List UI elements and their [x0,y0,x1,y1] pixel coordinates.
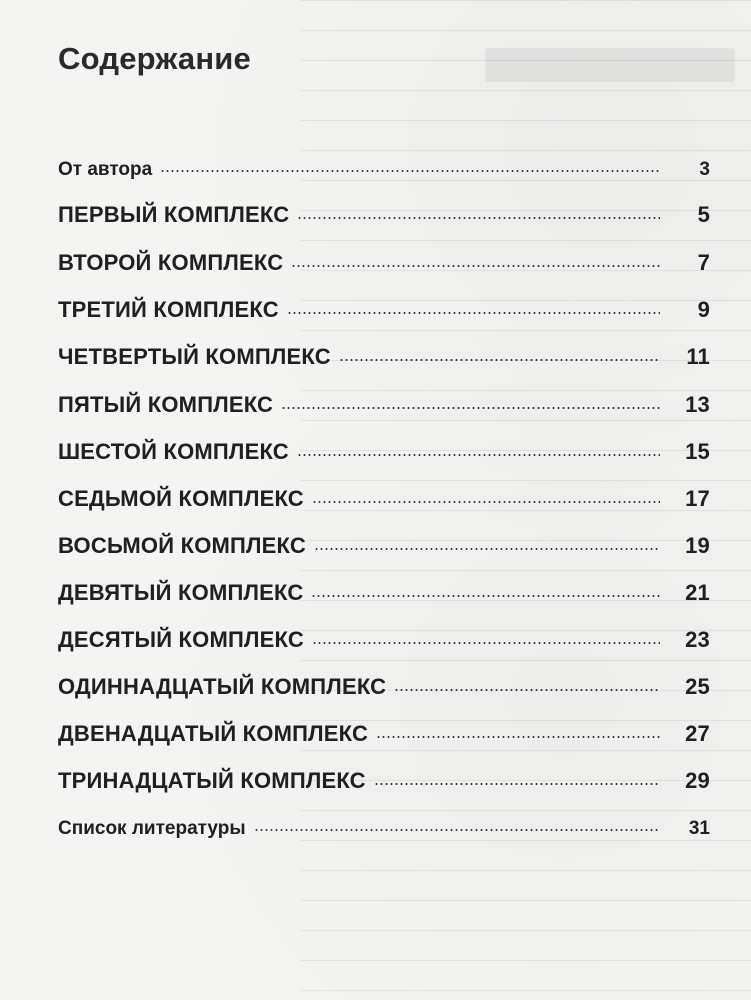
page-title: Содержание [58,41,251,76]
dot-leader [160,167,660,175]
toc-entry-label: ДЕВЯТЫЙ КОМПЛЕКС [58,580,304,605]
toc-entry-page: 27 [685,721,710,746]
page-bleed-through-heading [485,48,735,82]
toc-entry-sixth-complex [58,429,710,463]
toc-entry-page: 13 [685,392,710,417]
toc-entry-label: ТРИНАДЦАТЫЙ КОМПЛЕКС [58,768,366,793]
toc-entry-fourth-complex [58,334,710,368]
toc-entry-page: 7 [697,250,710,275]
toc-entry-page: 21 [685,580,710,605]
toc-entry-label: ДЕСЯТЫЙ КОМПЛЕКС [58,627,304,652]
toc-entry-label: ВТОРОЙ КОМПЛЕКС [58,250,284,275]
toc-entry-third-complex [58,287,710,321]
dot-leader [311,592,660,600]
dot-leader [312,498,660,506]
toc-entry-page: 25 [685,674,710,699]
toc-entry-page: 19 [685,533,710,558]
dot-leader [297,451,660,459]
toc-entry-label: ТРЕТИЙ КОМПЛЕКС [58,297,279,322]
dot-leader [394,686,660,694]
toc-entry-page: 3 [699,159,710,180]
toc-entry-seventh-complex [58,476,710,510]
toc-entry-eleventh-complex [58,664,710,698]
toc-entry-from-author [58,145,710,179]
toc-entry-label: ОДИННАДЦАТЫЙ КОМПЛЕКС [58,674,387,699]
dot-leader [312,639,660,647]
toc-entry-label: ПЯТЫЙ КОМПЛЕКС [58,392,274,417]
toc-entry-tenth-complex [58,617,710,651]
toc-entry-first-complex [58,192,710,226]
toc-entry-label: СЕДЬМОЙ КОМПЛЕКС [58,486,304,511]
toc-entry-label: ШЕСТОЙ КОМПЛЕКС [58,439,289,464]
dot-leader [314,545,660,553]
dot-leader [374,780,660,788]
toc-entry-label: ВОСЬМОЙ КОМПЛЕКС [58,533,306,558]
toc-entry-page: 11 [686,344,710,369]
toc-entry-label: ПЕРВЫЙ КОМПЛЕКС [58,202,290,227]
toc-entry-page: 17 [685,486,710,511]
toc-entry-twelfth-complex [58,711,710,745]
toc-entry-eighth-complex [58,523,710,557]
toc-entry-label: ДВЕНАДЦАТЫЙ КОМПЛЕКС [58,721,369,746]
toc-entry-page: 15 [685,439,710,464]
dot-leader [376,733,660,741]
toc-entry-bibliography [58,804,710,838]
toc-entry-page: 9 [697,297,710,322]
toc-entry-thirteenth-complex [58,758,710,792]
dot-leader [287,309,660,317]
dot-leader [291,262,660,270]
toc-entry-second-complex [58,240,710,274]
dot-leader [297,214,660,222]
dot-leader [254,826,660,834]
toc-entry-page: 31 [688,818,710,839]
dot-leader [281,404,660,412]
toc-entry-label: Список литературы [58,818,246,839]
toc-entry-page: 5 [697,202,710,227]
dot-leader [339,356,660,364]
toc-entry-label: От автора [58,159,153,180]
toc-entry-page: 23 [685,627,710,652]
toc-entry-label: ЧЕТВЕРТЫЙ КОМПЛЕКС [58,344,331,369]
toc-entry-fifth-complex [58,382,710,416]
toc-entry-ninth-complex [58,570,710,604]
toc-entry-page: 29 [685,768,710,793]
